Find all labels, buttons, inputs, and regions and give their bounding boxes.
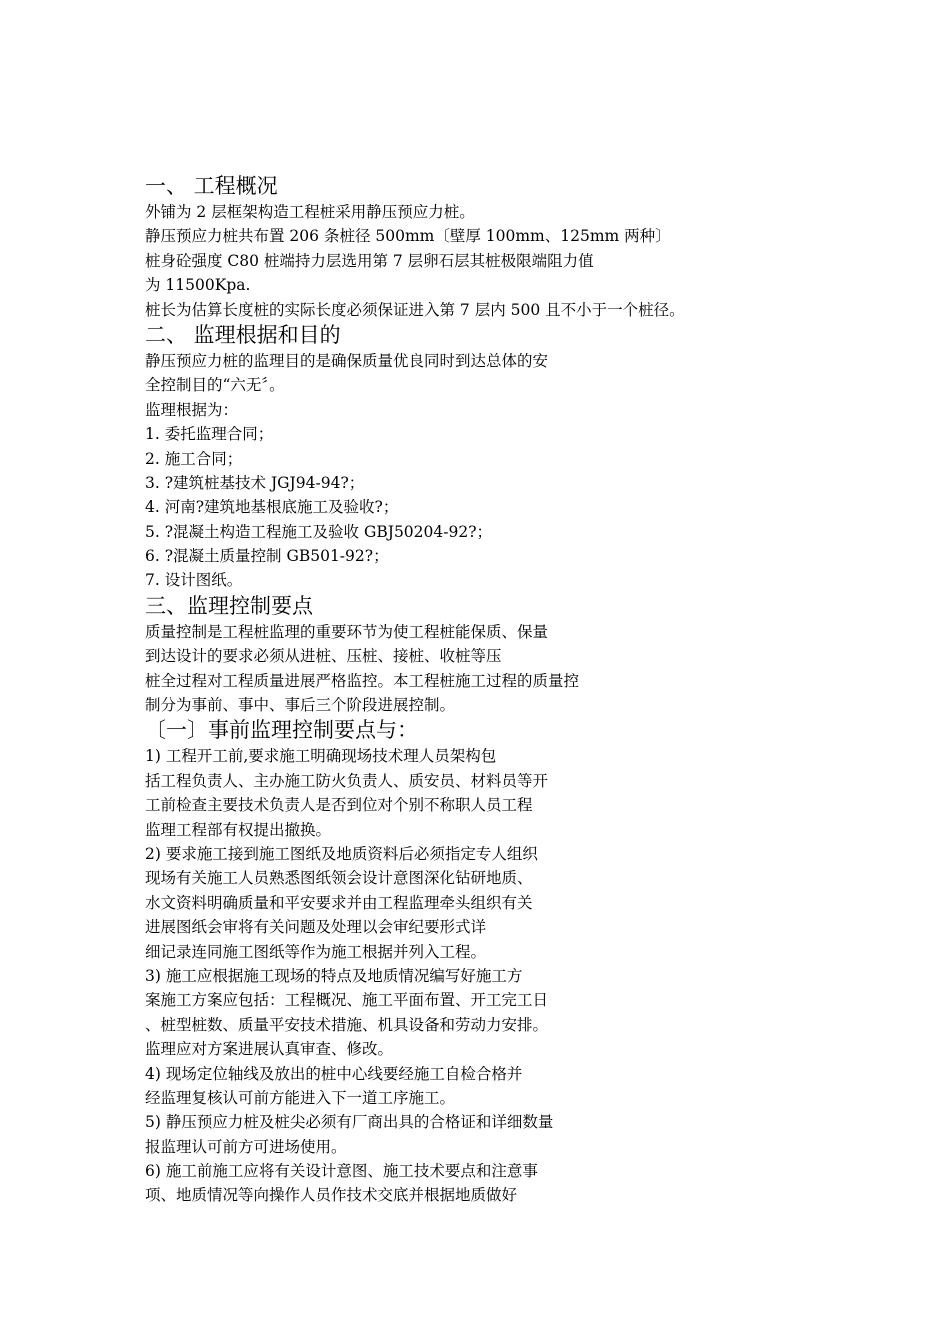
paragraph-line: 1) 工程开工前,要求施工明确现场技术理人员架构包 [145,747,497,766]
paragraph-line: 4) 现场定位轴线及放出的桩中心线要经施工自检合格并 [145,1064,523,1083]
paragraph-line: 外铺为 2 层框架构造工程桩采用静压预应力桩。 [145,203,475,221]
paragraph-line: 5. ?混凝土构造工程施工及验收 GBJ50204-92?； [145,522,493,541]
paragraph-line: 制分为事前、事中、事后三个阶段进展控制。 [145,696,456,715]
paragraph-line: 5) 静压预应力桩及桩尖必须有厂商出具的合格证和详细数量 [145,1113,554,1132]
document-body [145,173,935,1208]
paragraph-line: 进展图纸会审将有关问题及处理以会审纪要形式详 [145,918,487,937]
paragraph-line: 3. ?建筑桩基技术 JGJ94-94?； [145,473,365,492]
section-heading: 一、 工程概况 [145,174,278,198]
paragraph-line: 6) 施工前施工应将有关设计意图、施工技术要点和注意事 [145,1162,538,1181]
paragraph-line: 案施工方案应包括：工程概况、施工平面布置、开工完工日 [145,991,549,1010]
paragraph-line: 7. 设计图纸。 [145,571,243,590]
section-heading: 〔一〕事前监理控制要点与： [145,718,418,743]
paragraph-line: 括工程负责人、主办施工防火负责人、质安员、材料员等开 [145,771,549,790]
paragraph-line: 3) 施工应根据施工现场的特点及地质情况编写好施工方 [145,966,523,985]
paragraph-line: 静压预应力桩的监理目的是确保质量优良同时到达总体的安 [145,351,549,370]
section-heading: 三、监理控制要点 [145,593,313,618]
paragraph-line: 4. 河南?建筑地基根底施工及验收?； [145,498,399,517]
paragraph-line: 监理工程部有权提出撤换。 [145,820,332,839]
paragraph-line: 全控制目的“六无〞。 [145,376,285,395]
paragraph-line: 静压预应力桩共布置 206 条桩径 500mm〔壁厚 100mm、125mm 两种〕 [145,227,671,246]
paragraph-line: 质量控制是工程桩监理的重要环节为使工程桩能保质、保量 [145,622,549,641]
paragraph-line: 桩全过程对工程质量进展严格监控。本工程桩施工过程的质量控 [145,671,580,690]
paragraph-line: 经监理复核认可前方能进入下一道工序施工。 [145,1088,456,1107]
paragraph-line: 到达设计的要求必须从进桩、压桩、接桩、收桩等压 [145,647,502,666]
paragraph-line: 桩身砼强度 C80 桩端持力层选用第 7 层卵石层其桩极限端阻力值 [145,251,594,270]
paragraph-line: 为 11500Kpa. [145,276,251,295]
paragraph-line: 6. ?混凝土质量控制 GB501-92?； [145,547,389,566]
paragraph-line: 2) 要求施工接到施工图纸及地质资料后必须指定专人组织 [145,844,538,863]
paragraph-line: 桩长为估算长度桩的实际长度必须保证进入第 7 层内 500 且不小于一个桩径。 [145,300,685,319]
paragraph-line: 项、地质情况等向操作人员作技术交底并根据地质做好 [145,1186,518,1205]
paragraph-line: 1. 委托监理合同； [145,425,274,444]
paragraph-line: 细记录连同施工图纸等作为施工根据并列入工程。 [145,942,487,961]
paragraph-line: 2. 施工合同； [145,449,243,468]
paragraph-line: 报监理认可前方可进场使用。 [145,1137,347,1156]
paragraph-line: 工前检查主要技术负责人是否到位对个别不称职人员工程 [145,796,533,815]
paragraph-line: 、桩型桩数、质量平安技术措施、机具设备和劳动力安排。 [145,1015,549,1034]
section-heading: 二、 监理根据和目的 [145,322,341,347]
paragraph-line: 水文资料明确质量和平安要求并由工程监理牵头组织有关 [145,893,533,912]
paragraph-line: 现场有关施工人员熟悉图纸领会设计意图深化钻研地质、 [145,869,533,888]
paragraph-line: 监理根据为： [145,400,239,419]
paragraph-line: 监理应对方案进展认真审查、修改。 [145,1040,394,1059]
